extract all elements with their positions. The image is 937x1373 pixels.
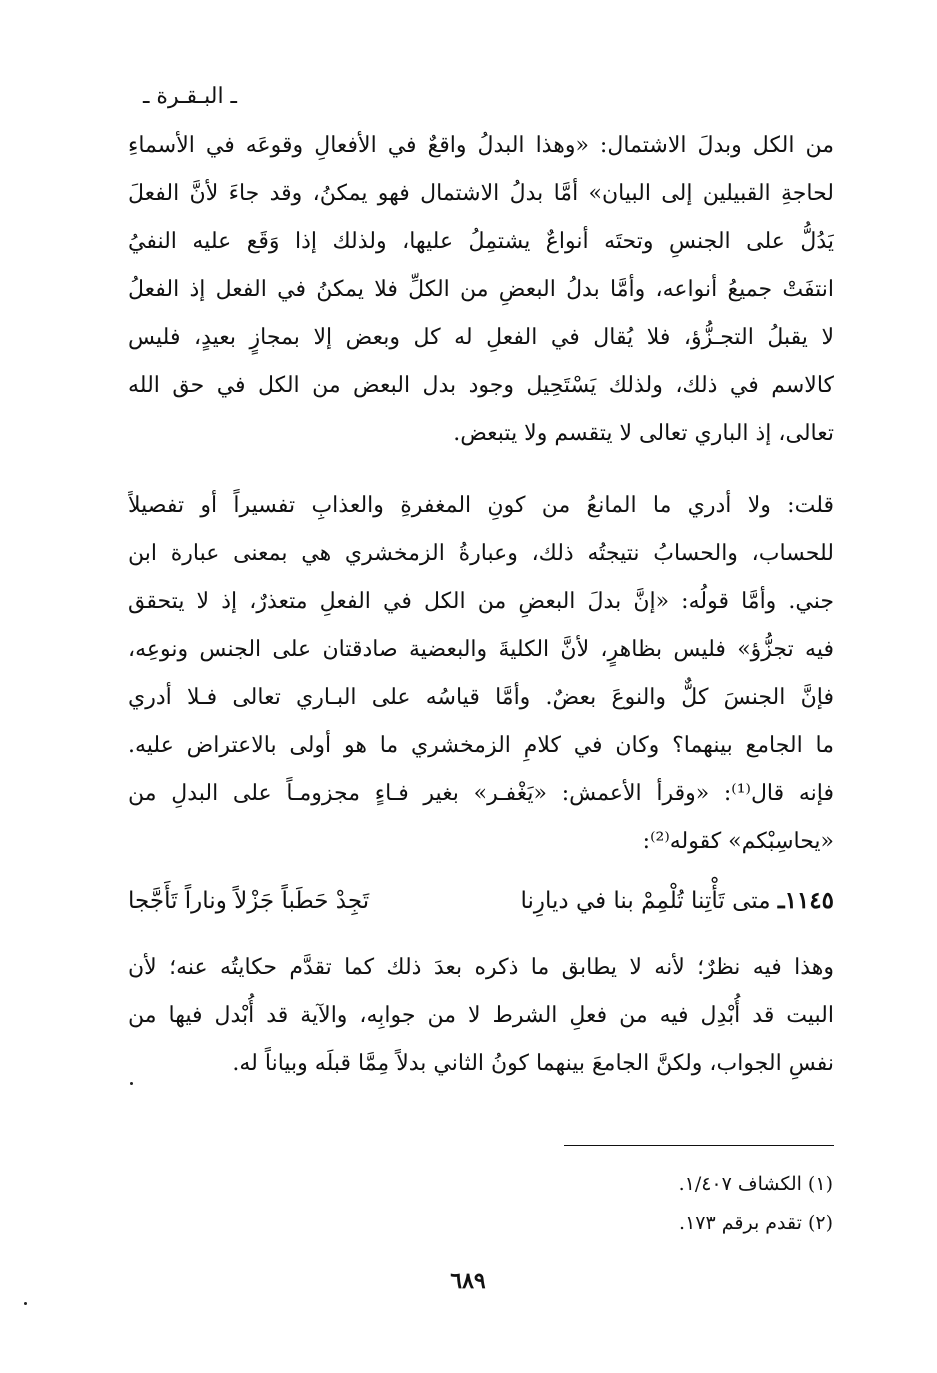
poetry-verse: [128, 877, 834, 925]
paragraph-2: [128, 482, 834, 866]
text-line: جني. وأمَّا قولُه: «إنَّ بدلَ البعضِ من الكل في الفعلِ متعذرٌ، إذ لا يتحقق: [128, 589, 834, 614]
footnote-divider: [564, 1145, 834, 1146]
footnote-2: (٢) تقدم برقم ١٧٣.: [679, 1212, 833, 1234]
second-hemistich: تَجِدْ حَطَباً جَزْلاً وناراً تَأَجَّجا: [128, 888, 370, 914]
paragraph-1: [128, 122, 834, 458]
text-line: وهذا فيه نظرٌ؛ لأنه لا يطابق ما ذكره بعدَ ذلك كما تقدَّم حكايتُه عنه؛ لأن: [128, 955, 834, 980]
text-line: «يحاسِبْكم» كقوله⁽²⁾:: [642, 829, 834, 854]
text-line: ما الجامع بينهما؟ وكان في كلامِ الزمخشري ما هو أولى بالاعتراض عليه.: [128, 733, 834, 758]
verse-first-half: [520, 877, 834, 925]
scan-speck: [130, 1082, 133, 1085]
text-line: البيت قد أُبْدِل فيه من فعلِ الشرط لا من جوابِه، والآية قد أُبْدل فيها من: [128, 1003, 834, 1028]
text-line: فيه تجزُّؤ» فليس بظاهرٍ، لأنَّ الكليةَ والبعضية صادقتان على الجنس ونوعِه،: [128, 637, 834, 662]
scan-speck: [24, 1302, 27, 1305]
text-line: فإنَّ الجنسَ كلٌّ والنوعَ بعضٌ. وأمَّا قياسُه على البـاري تعالى فـلا أدري: [128, 685, 834, 710]
first-hemistich: متى تَأْتِنا تُلْمِمْ بنا في ديارِنا: [520, 888, 771, 914]
text-line: لا يقبلُ التجـزُّؤ، فلا يُقال في الفعلِ له كل وبعض إلا بمجازٍ بعيدٍ، فليس: [128, 325, 834, 350]
text-line: نفسِ الجواب، ولكنَّ الجامعَ بينهما كونُ الثاني بدلاً مِمَّا قبلَه وبياناً له.: [232, 1051, 834, 1076]
text-line: للحساب، والحسابُ نتيجتُه ذلك، وعبارةُ الزمخشري هي بمعنى عبارة ابن: [128, 541, 834, 566]
text-line: لحاجةِ القبيلين إلى البيان» أمَّا بدلُ الاشتمال فهو يمكنُ، وقد جاءَ لأنَّ الفعلَ: [128, 181, 834, 206]
footnote-1: (١) الكشاف ١/٤٠٧.: [678, 1173, 833, 1195]
text-line: من الكل وبدلَ الاشتمال: «وهذا البدلُ واقعٌ في الأفعالِ وقوعَه في الأسماءِ: [128, 133, 834, 158]
verse-number: ١١٤٥ـ: [777, 887, 834, 914]
text-line: قلت: ولا أدري ما المانعُ من كونِ المغفرةِ والعذابِ تفسيراً أو تفصيلاً: [128, 493, 834, 518]
running-header: ـ البـقـرة ـ: [142, 84, 237, 109]
text-line: انتفَتْ جميعُ أنواعه، وأمَّا بدلُ البعضِ من الكلِّ فلا يمكنُ في الفعل إذ الفعلُ: [128, 277, 834, 302]
text-line: يَدُلُّ على الجنسِ وتحتَه أنواعٌ يشتمِلُ عليها، ولذلك إذا وَقَع عليه النفيُ: [128, 229, 834, 254]
text-line: تعالى، إذ الباري تعالى لا يتقسم ولا يتبعض.: [453, 421, 834, 446]
page-number: ٦٨٩: [450, 1268, 486, 1294]
paragraph-3: [128, 944, 834, 1088]
text-line: فإنه قال⁽¹⁾: «وقرأ الأعمش: «يَغْفـر» بغير فـاءٍ مجزومـاً على البدلِ من: [128, 781, 834, 806]
text-line: كالاسم في ذلك، ولذلك يَسْتَحِيل وجود بدل البعض من الكل في حق الله: [128, 373, 834, 398]
